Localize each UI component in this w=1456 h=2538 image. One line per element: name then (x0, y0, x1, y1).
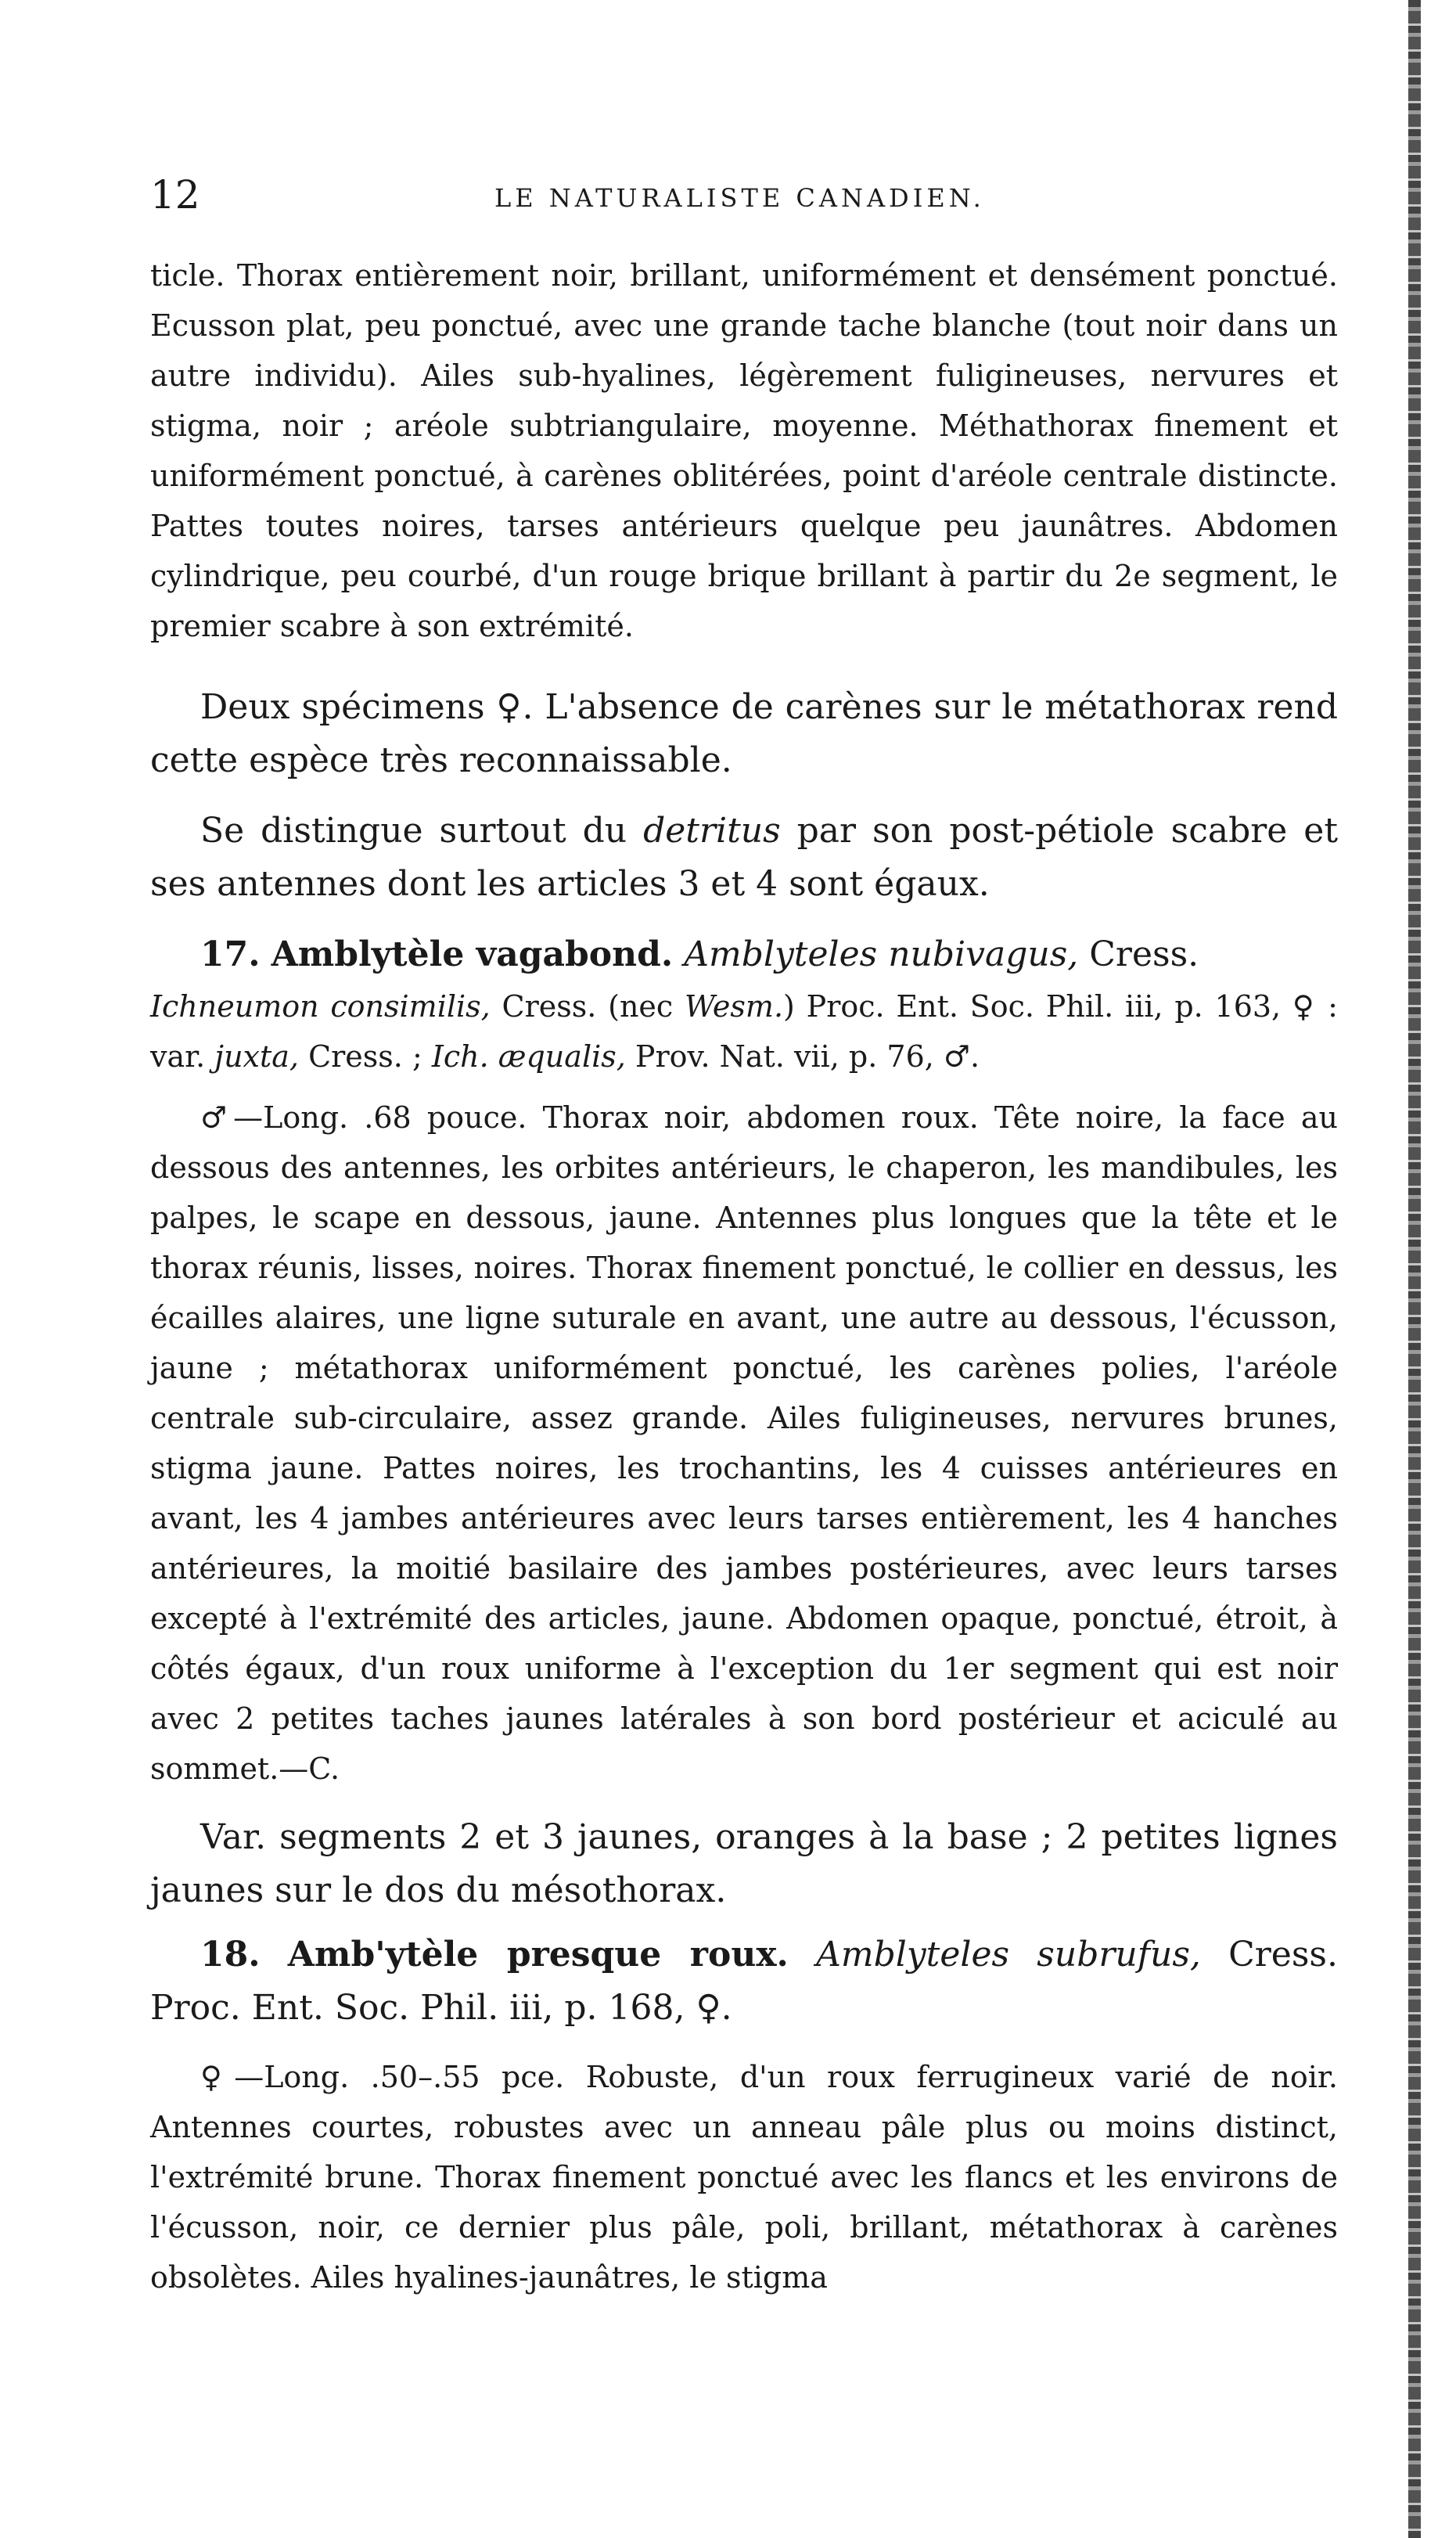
species-17-variety: Var. segments 2 et 3 jaunes, oranges à la base ; 2 petites lignes jaunes sur le dos du mésothorax. (150, 1817, 1338, 1910)
synonym-text-2: Cress. (nec (490, 989, 685, 1024)
species-17-name: Amblytèle vagabond. (271, 934, 674, 974)
species-17-author: Cress. (1078, 934, 1199, 974)
species-17-description: ♂—Long. .68 pouce. Thorax noir, abdomen roux. Tête noire, la face au dessous des antennes, les orbites antérieurs, le chaperon, les mandibules, les palpes, le scape en dessous, jaune. Antennes plus longues que la tête et le thorax réunis, lisses, noires. Thorax finement ponctué, le collier en dessus, les écailles alaires, une ligne suturale en avant, une autre au dessous, l'écusson, jaune ; métathorax uniformément ponctué, les carènes polies, l'aréole centrale sub-circulaire, assez grande. Ailes fuligineuses, nervures brunes, stigma jaune. Pattes noires, les trochantins, les 4 cuisses antérieures en avant, les 4 jambes antérieures avec leurs tarses entièrement, les 4 hanches antérieures, la moitié basilaire des jambes postérieures, avec leurs tarses excepté à l'extrémité des articles, jaune. Abdomen opaque, ponctué, étroit, à côtés égaux, d'un roux uniforme à l'exception du 1er segment qui est noir avec 2 petites taches jaunes latérales à son bord postérieur et aciculé au sommet.—C. (150, 1100, 1338, 1786)
species-17-synonymy (150, 981, 1338, 1082)
distinction-species: detritus (643, 811, 781, 851)
species-18-number: 18. (200, 1935, 261, 1975)
running-title: LE NATURALISTE CANADIEN. (494, 183, 985, 213)
page-edge-shadow (1408, 0, 1421, 2538)
species-18-author: Cress. Proc. Ent. Soc. Phil. iii, p. 168, ♀. (150, 1935, 1338, 2028)
species-17-heading (150, 928, 1338, 981)
synonym-text-8: Prov. Nat. vii, p. 76, ♂. (625, 1039, 980, 1074)
species-18-name: Amb'ytèle presque roux. (287, 1935, 789, 1975)
species-18-latin: Amblyteles subrufus, (816, 1935, 1201, 1975)
species-18-heading (150, 1928, 1338, 2035)
species-17-latin: Amblyteles nubivagus, (684, 934, 1079, 974)
species-18-description: ♀—Long. .50–.55 pce. Robuste, d'un roux ferrugineux varié de noir. Antennes courtes, robustes avec un anneau pâle plus ou moins distinct, l'extrémité brune. Thorax finement ponctué avec les flancs et les environs de l'écusson, noir, ce dernier plus pâle, poli, brillant, métathorax à carènes obsolètes. Ailes hyalines-jaunâtres, le stigma (150, 2060, 1338, 2295)
distinction-text-a: Se distingue surtout du (200, 811, 644, 851)
distinction-text-c: par son post-pétiole scabre et ses antennes dont les articles 3 et 4 sont égaux. (150, 811, 1339, 904)
species-17-number: 17. (200, 934, 261, 974)
paragraph-distinction (150, 805, 1338, 911)
page-body (150, 250, 1338, 2302)
synonym-var: juxta, (214, 1039, 299, 1074)
page-header (150, 172, 1339, 219)
synonym-ich: Ich. æqualis, (431, 1039, 626, 1074)
paragraph-specimens: Deux spécimens ♀. L'absence de carènes sur le métathorax rend cette espèce très reconnaissable. (150, 687, 1338, 780)
paragraph-continuation: ticle. Thorax entièrement noir, brillant, uniformément et densément ponctué. Ecusson plat, peu ponctué, avec une grande tache blanche (tout noir dans un autre individu). Ailes sub-hyalines, légèrement fuligineuses, nervures et stigma, noir ; aréole subtriangulaire, moyenne. Méthathorax finement et uniformément ponctué, à carènes oblitérées, point d'aréole centrale distincte. Pattes toutes noires, tarses antérieurs quelque peu jaunâtres. Abdomen cylindrique, peu courbé, d'un rouge brique brillant à partir du 2e segment, le premier scabre à son extrémité. (150, 258, 1338, 643)
synonym-author: Wesm. (684, 989, 784, 1024)
synonym-1: Ichneumon consimilis, (150, 989, 491, 1024)
synonym-text-4: ) Proc. Ent. Soc. Phil. iii, p. 163, ♀ : var. (150, 989, 1338, 1074)
page-number: 12 (150, 172, 200, 218)
synonym-text-6: Cress. ; (298, 1039, 432, 1074)
